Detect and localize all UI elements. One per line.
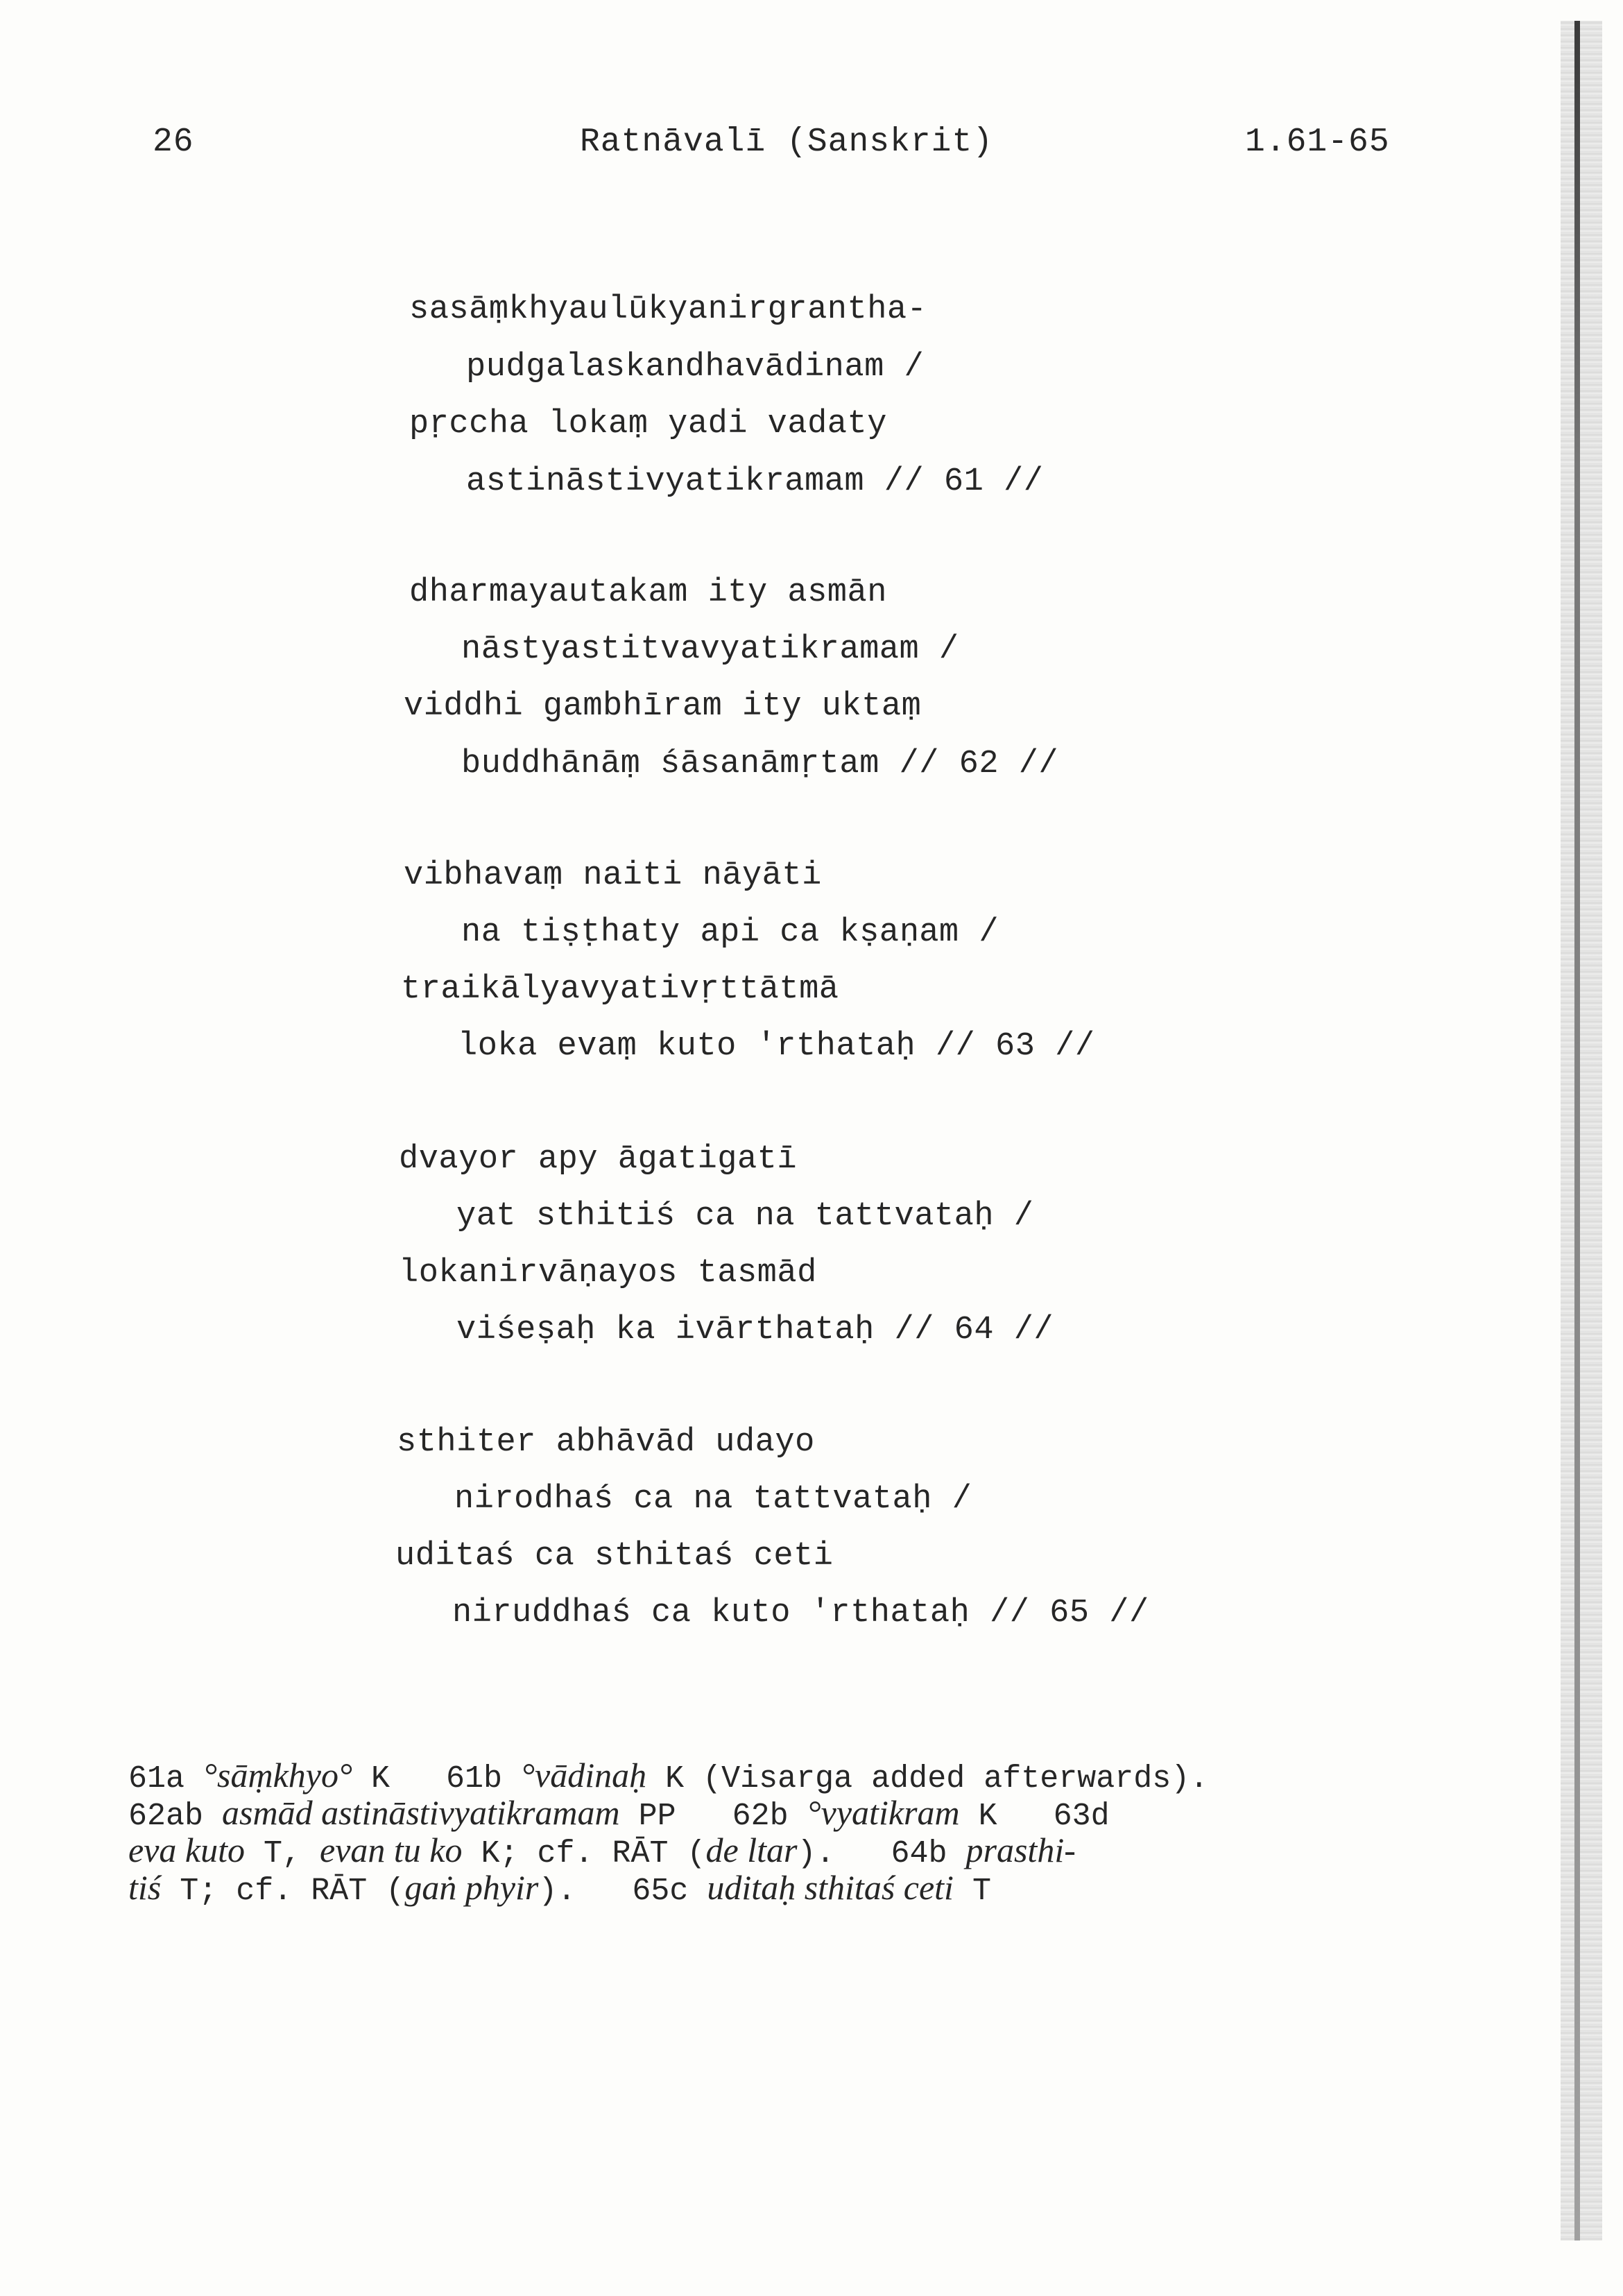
footnote-line bbox=[128, 1793, 1377, 1834]
footnote-ref: 61a bbox=[128, 1761, 204, 1797]
verse-line: nirodhaś ca na tattvataḥ / bbox=[454, 1481, 972, 1518]
footnote-line bbox=[128, 1758, 1377, 1796]
binding-edge bbox=[1561, 21, 1602, 2241]
verse-range: 1.61-65 bbox=[1245, 123, 1390, 161]
verse-line: viddhi gambhīram ity uktaṃ bbox=[404, 688, 922, 725]
verse-line: viśeṣaḥ ka ivārthataḥ // 64 // bbox=[456, 1312, 1054, 1348]
footnote-line bbox=[128, 1868, 1377, 1909]
footnote-text: ). 65c bbox=[538, 1874, 707, 1909]
verse-line: nāstyastitvavyatikramam / bbox=[461, 631, 959, 668]
verse-line: na tiṣṭhaty api ca kṣaṇam / bbox=[461, 914, 999, 951]
footnote-reading: °vādinaḥ bbox=[521, 1756, 647, 1794]
footnote-text: ). 64b bbox=[797, 1836, 966, 1871]
footnote-reading: °vyatikram bbox=[807, 1793, 960, 1832]
footnote-reading: uditaḥ sthitaś ceti bbox=[707, 1868, 954, 1907]
verse-line: traikālyavyativṛttātmā bbox=[401, 971, 839, 1008]
footnote-text: T bbox=[953, 1874, 991, 1909]
verse-line: yat sthitiś ca na tattvataḥ / bbox=[456, 1198, 1034, 1235]
verse-line: pudgalaskandhavādinam / bbox=[466, 349, 925, 386]
footnote-reading: de ltar bbox=[705, 1831, 798, 1869]
verse-line: vibhavaṃ naiti nāyāti bbox=[404, 857, 822, 894]
verse-line: dvayor apy āgatigatī bbox=[399, 1141, 798, 1178]
footnote-reading: tiś bbox=[128, 1868, 162, 1907]
footnote-reading: eva kuto bbox=[128, 1831, 245, 1869]
verse-line: sasāṃkhyaulūkyanirgrantha- bbox=[409, 291, 927, 328]
footnote-ref: 62ab bbox=[128, 1799, 223, 1834]
footnote-text: K; cf. RĀT ( bbox=[462, 1836, 706, 1871]
footnote-text: T, bbox=[244, 1836, 320, 1871]
footnote-text: K (Visarga added afterwards). bbox=[646, 1761, 1209, 1797]
verse-line: buddhānāṃ śāsanāmṛtam // 62 // bbox=[461, 746, 1059, 782]
footnote-line bbox=[128, 1833, 1377, 1871]
verse-line: dharmayautakam ity asmān bbox=[409, 574, 887, 611]
footnote-reading: evan tu ko bbox=[320, 1831, 463, 1869]
page-number: 26 bbox=[153, 123, 194, 161]
verse-line: lokanirvāṇayos tasmād bbox=[399, 1255, 817, 1292]
footnote-text: K 61b bbox=[352, 1761, 522, 1797]
verse-line: sthiter abhāvād udayo bbox=[397, 1424, 815, 1461]
footnote-reading: °sāṃkhyo° bbox=[203, 1756, 352, 1794]
critical-apparatus bbox=[128, 1758, 1377, 1908]
footnote-text: K 63d bbox=[959, 1799, 1110, 1834]
verse-line: loka evaṃ kuto 'rthataḥ // 63 // bbox=[458, 1028, 1095, 1065]
verse-line: uditaś ca sthitaś ceti bbox=[395, 1538, 834, 1575]
footnote-reading: asmād astināstivyatikramam bbox=[222, 1793, 620, 1832]
verse-line: astināstivyatikramam // 61 // bbox=[466, 463, 1044, 500]
running-title: Ratnāvalī (Sanskrit) bbox=[580, 123, 994, 161]
footnote-text: PP 62b bbox=[619, 1799, 807, 1834]
footnote-reading: gaṅ phyir bbox=[404, 1868, 539, 1907]
binding-shadow-line bbox=[1574, 21, 1580, 2241]
footnote-reading: prasthi- bbox=[965, 1831, 1076, 1869]
footnote-text: T; cf. RĀT ( bbox=[161, 1874, 405, 1909]
verse-line: niruddhaś ca kuto 'rthataḥ // 65 // bbox=[452, 1595, 1149, 1631]
verse-line: pṛccha lokaṃ yadi vadaty bbox=[409, 406, 887, 443]
